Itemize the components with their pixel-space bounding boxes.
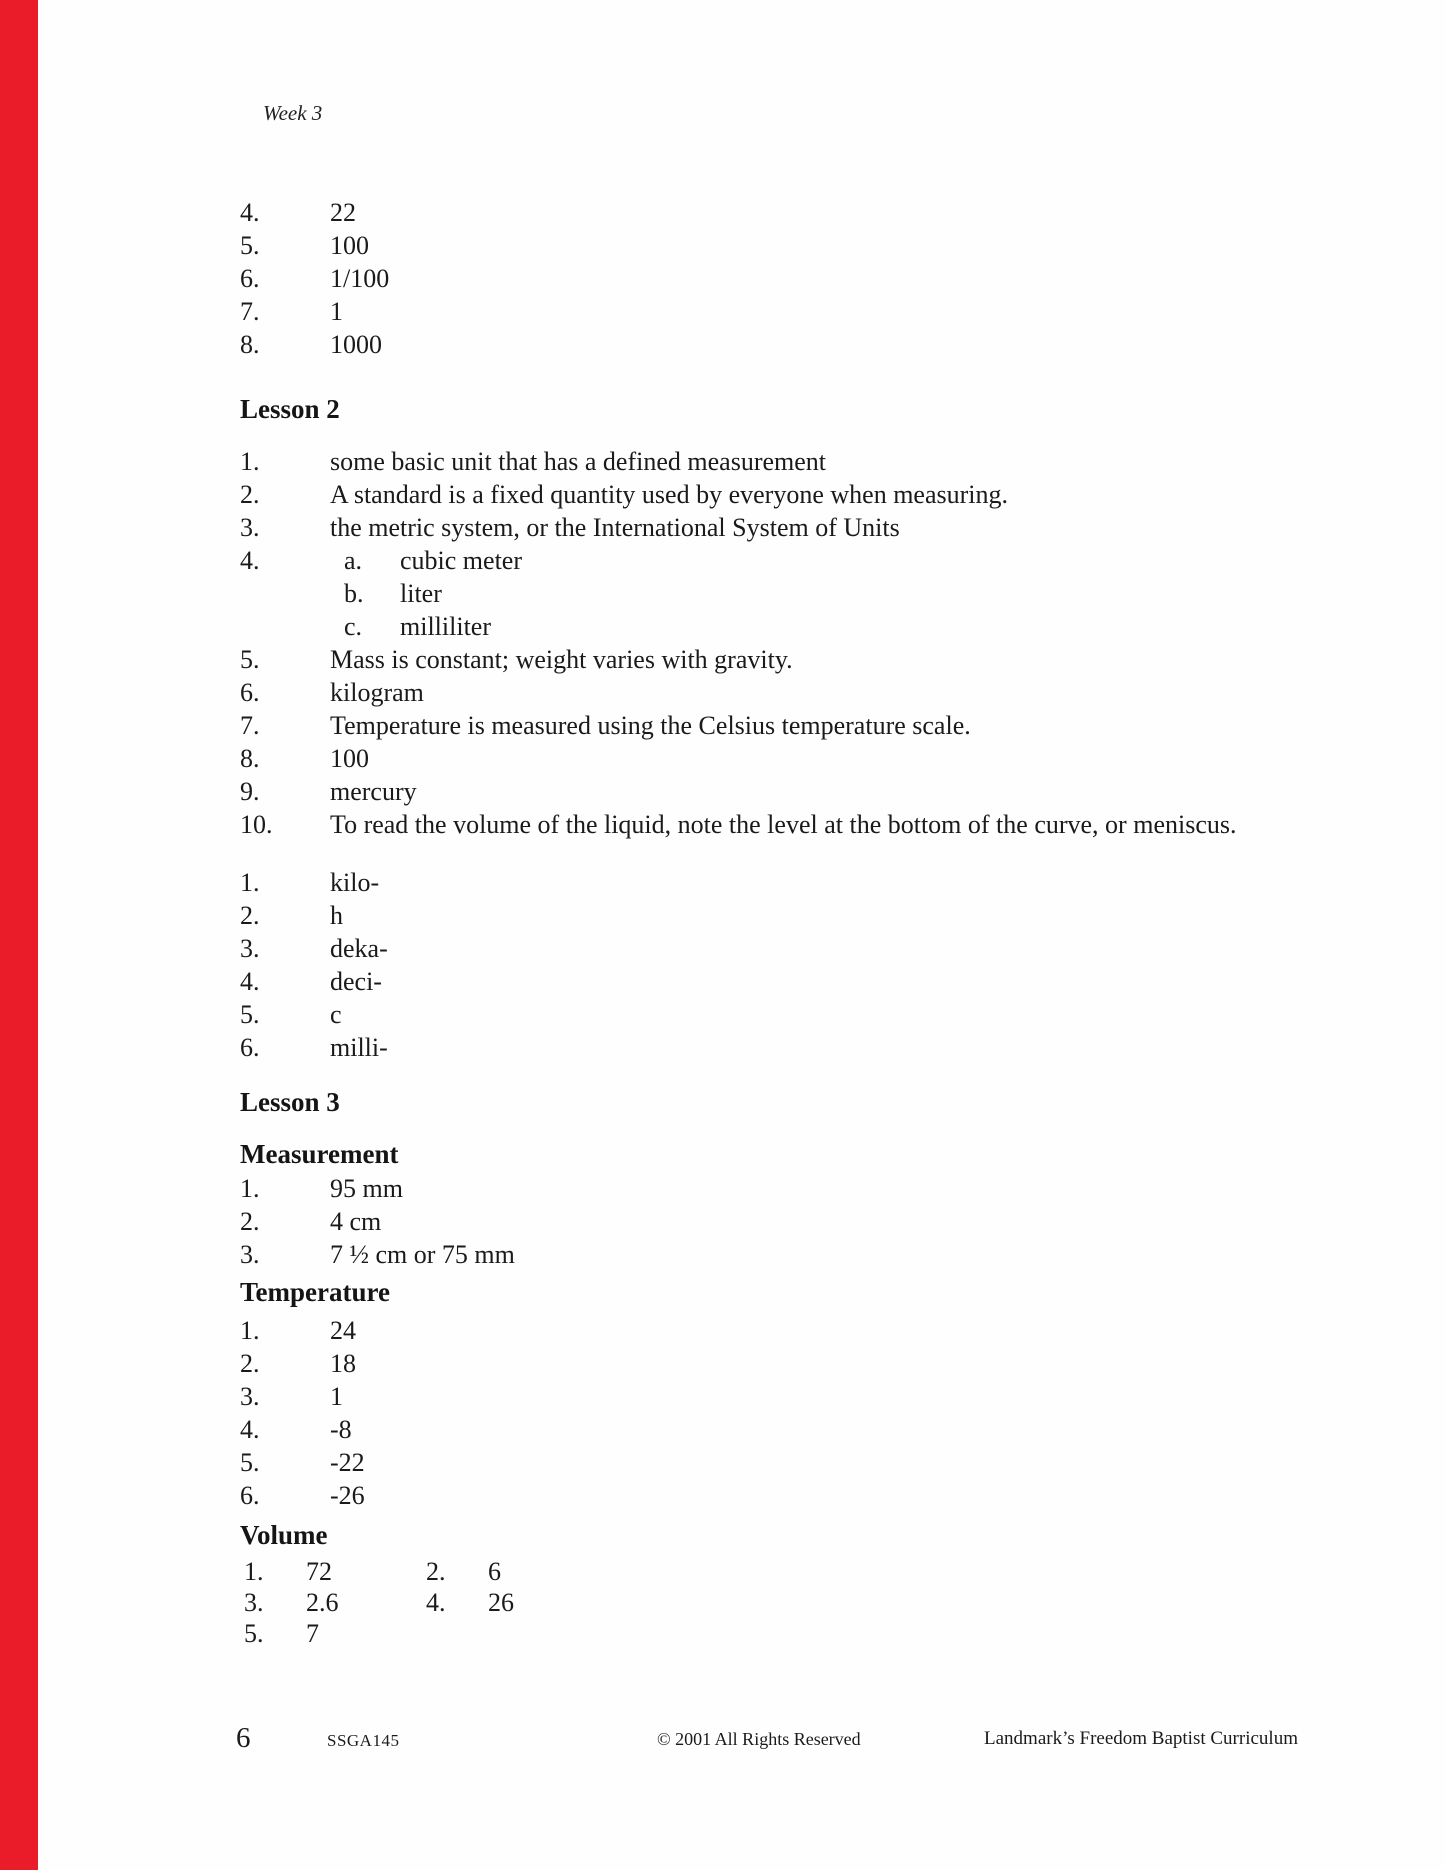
page-header-week: Week 3	[263, 101, 323, 125]
item-number: 4.	[240, 967, 260, 996]
answer-row	[240, 1172, 1360, 1205]
item-number: 7.	[240, 711, 260, 740]
lesson2-heading: Lesson 2	[240, 394, 340, 424]
answer-row	[240, 775, 1360, 808]
item-answer: c	[330, 1000, 342, 1029]
measurement-answers	[240, 1172, 1360, 1271]
item-number: 1.	[240, 868, 260, 897]
item-answer: kilo-	[330, 868, 380, 897]
answer-row	[240, 643, 1360, 676]
answer-row	[244, 1556, 1360, 1587]
item-number: 6.	[240, 1033, 260, 1062]
item-answer: 6	[488, 1557, 501, 1586]
item-number: 8.	[240, 744, 260, 773]
item-number: 8.	[240, 330, 260, 359]
item-answer: 72	[306, 1557, 332, 1586]
temperature-answers	[240, 1314, 1360, 1512]
answer-row	[240, 899, 1360, 932]
answer-row	[240, 1031, 1360, 1064]
answer-row	[240, 709, 1360, 742]
answer-row	[240, 742, 1360, 775]
item-number: 3.	[240, 513, 260, 542]
item-answer: -26	[330, 1481, 365, 1510]
metric-prefix-answers	[240, 866, 1360, 1064]
item-subletter: c.	[344, 612, 363, 641]
item-number: 2.	[240, 1349, 260, 1378]
item-answer: deka-	[330, 934, 388, 963]
item-number: 6.	[240, 1481, 260, 1510]
item-number: 3.	[240, 1382, 260, 1411]
answer-row	[240, 1479, 1360, 1512]
item-answer: cubic meter	[400, 546, 522, 575]
item-number: 5.	[244, 1619, 264, 1648]
answer-row	[244, 1587, 1360, 1618]
item-number: 1.	[244, 1557, 264, 1586]
item-answer: 24	[330, 1316, 356, 1345]
item-number: 4.	[240, 1415, 260, 1444]
answer-row	[240, 1205, 1360, 1238]
answer-row	[240, 1446, 1360, 1479]
item-answer: the metric system, or the International System of Units	[330, 513, 900, 542]
item-number: 4.	[426, 1588, 446, 1617]
answer-row	[240, 577, 1360, 610]
answer-row	[240, 1238, 1360, 1271]
item-number: 2.	[426, 1557, 446, 1586]
answer-row	[240, 229, 1360, 262]
answer-row	[240, 932, 1360, 965]
item-answer: Temperature is measured using the Celsius temperature scale.	[330, 711, 971, 740]
item-number: 2.	[240, 480, 260, 509]
lesson3-heading: Lesson 3	[240, 1087, 340, 1117]
answer-row	[240, 1347, 1360, 1380]
item-answer: 4 cm	[330, 1207, 382, 1236]
item-answer: 1/100	[330, 264, 390, 293]
copyright-notice: © 2001 All Rights Reserved	[657, 1729, 861, 1749]
page-content	[240, 196, 1360, 1649]
answer-row	[240, 866, 1360, 899]
item-answer: 22	[330, 198, 356, 227]
publisher-name: Landmark’s Freedom Baptist Curriculum	[984, 1728, 1298, 1749]
item-number: 2.	[240, 1207, 260, 1236]
item-number: 6.	[240, 264, 260, 293]
item-number: 3.	[240, 1240, 260, 1269]
item-answer: 7	[306, 1619, 319, 1648]
item-number: 1.	[240, 447, 260, 476]
item-number: 4.	[240, 546, 260, 575]
volume-answers	[240, 1556, 1360, 1649]
item-number: 5.	[240, 645, 260, 674]
answer-row	[240, 445, 1360, 478]
item-number: 7.	[240, 297, 260, 326]
item-answer: milli-	[330, 1033, 388, 1062]
answer-row	[240, 1380, 1360, 1413]
item-answer: 26	[488, 1588, 514, 1617]
item-answer	[488, 1618, 1360, 1649]
item-number: 2.	[240, 901, 260, 930]
item-answer: 2.6	[306, 1588, 339, 1617]
item-answer: h	[330, 901, 343, 930]
measurement-heading: Measurement	[240, 1139, 399, 1169]
lesson1-continued-answers	[240, 196, 1360, 361]
temperature-heading: Temperature	[240, 1277, 390, 1307]
item-number: 5.	[240, 231, 260, 260]
item-number	[240, 577, 330, 610]
item-answer: 18	[330, 1349, 356, 1378]
item-answer: 100	[330, 231, 369, 260]
item-number: 4.	[240, 198, 260, 227]
item-answer: some basic unit that has a defined measurement	[330, 447, 827, 476]
answer-row	[240, 808, 1360, 841]
item-number: 3.	[244, 1588, 264, 1617]
item-number	[240, 610, 330, 643]
answer-row	[240, 544, 1360, 577]
item-number: 10.	[240, 810, 273, 839]
item-answer: Mass is constant; weight varies with gravity.	[330, 645, 793, 674]
answer-row	[240, 196, 1360, 229]
answer-row	[240, 610, 1360, 643]
item-answer: milliliter	[400, 612, 491, 641]
item-answer: A standard is a fixed quantity used by everyone when measuring.	[330, 480, 1008, 509]
item-number: 5.	[240, 1448, 260, 1477]
item-answer: To read the volume of the liquid, note the level at the bottom of the curve, or meniscus.	[330, 810, 1237, 839]
item-answer: -8	[330, 1415, 352, 1444]
answer-row	[240, 478, 1360, 511]
item-answer: mercury	[330, 777, 417, 806]
item-subletter: a.	[344, 546, 363, 575]
answer-row	[240, 965, 1360, 998]
item-answer: -22	[330, 1448, 365, 1477]
left-edge-red-stripe	[0, 0, 38, 1870]
item-number: 5.	[240, 1000, 260, 1029]
answer-row	[240, 1413, 1360, 1446]
answer-row	[240, 998, 1360, 1031]
item-number: 1.	[240, 1316, 260, 1345]
volume-heading: Volume	[240, 1520, 328, 1550]
document-code: SSGA145	[327, 1731, 400, 1750]
page-number: 6	[236, 1722, 251, 1754]
answer-row	[240, 295, 1360, 328]
answer-row	[240, 328, 1360, 361]
item-answer: 100	[330, 744, 369, 773]
item-answer: 1	[330, 1382, 343, 1411]
item-number: 3.	[240, 934, 260, 963]
answer-row	[240, 1314, 1360, 1347]
item-answer: 95 mm	[330, 1174, 403, 1203]
item-number	[426, 1618, 488, 1649]
item-answer: deci-	[330, 967, 382, 996]
item-number: 1.	[240, 1174, 260, 1203]
item-number: 9.	[240, 777, 260, 806]
lesson2-answers	[240, 445, 1360, 841]
item-answer: 1	[330, 297, 343, 326]
item-answer: 7 ½ cm or 75 mm	[330, 1240, 515, 1269]
answer-row	[240, 676, 1360, 709]
answer-row	[244, 1618, 1360, 1649]
item-subletter: b.	[344, 579, 364, 608]
item-number: 6.	[240, 678, 260, 707]
item-answer: liter	[400, 579, 442, 608]
item-answer: 1000	[330, 330, 382, 359]
answer-row	[240, 511, 1360, 544]
answer-row	[240, 262, 1360, 295]
item-answer: kilogram	[330, 678, 424, 707]
